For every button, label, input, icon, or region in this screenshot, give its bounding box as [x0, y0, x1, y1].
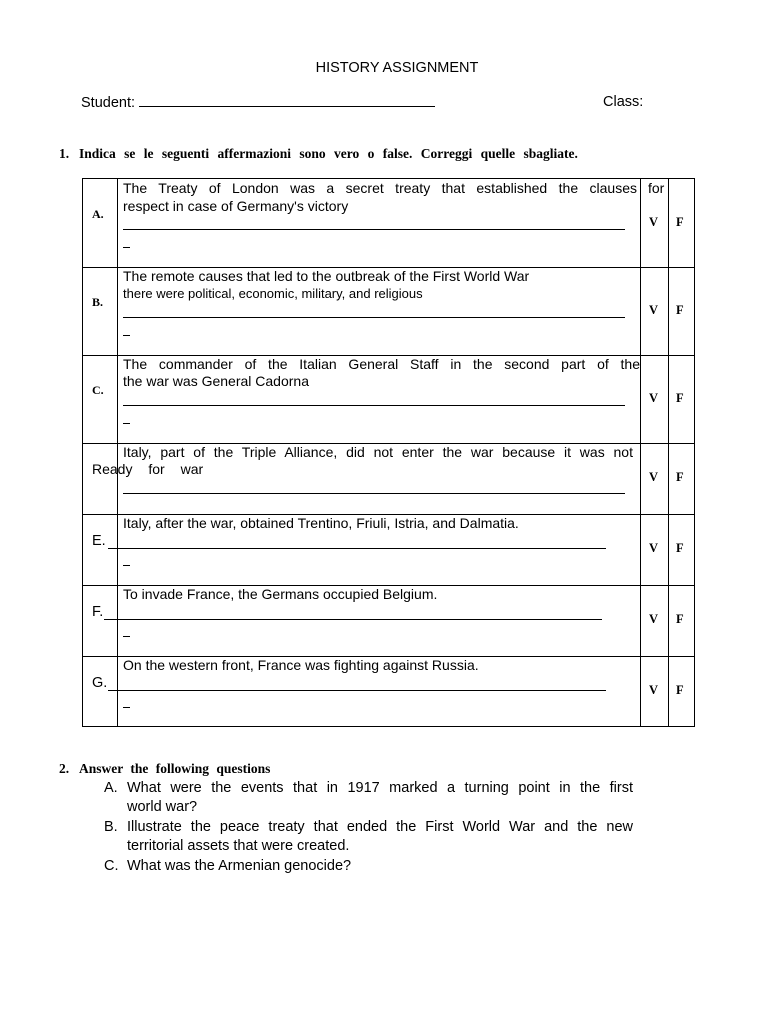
answer-dash [123, 247, 130, 248]
statement-line: the war was General Cadorna [123, 373, 309, 389]
statement-line: The Treaty of London was a secret treaty that established the clauses [123, 180, 637, 196]
page-title: HISTORY ASSIGNMENT [315, 60, 479, 76]
question-text: world war? [127, 799, 198, 815]
answer-dash [123, 565, 130, 566]
statement-line: The remote causes that led to the outbreak of the First World War [123, 268, 530, 284]
statement-line: Italy, part of the Triple Alliance, did not enter the war because it was not [123, 444, 633, 460]
question-text: What was the Armenian genocide? [127, 858, 352, 874]
statement-line: On the western front, France was fighting against Russia. [123, 657, 479, 673]
true-option[interactable]: V [649, 470, 659, 484]
question-text: What were the events that in 1917 marked a turning point in the first [127, 780, 633, 796]
question-letter: A. [104, 780, 118, 796]
false-option[interactable]: F [676, 470, 684, 484]
true-option[interactable]: V [649, 215, 659, 229]
table-divider [117, 179, 118, 726]
answer-line[interactable] [104, 619, 602, 620]
question-text: Illustrate the peace treaty that ended the First World War and the new [127, 819, 633, 835]
true-option[interactable]: V [649, 541, 659, 555]
false-option[interactable]: F [676, 303, 684, 317]
false-option[interactable]: F [676, 215, 684, 229]
student-blank-line[interactable] [139, 94, 435, 107]
exercise2-instruction: Answer the following questions [79, 761, 271, 776]
row-letter: G. [92, 675, 108, 691]
row-letter: F. [92, 604, 104, 620]
false-option[interactable]: F [676, 391, 684, 405]
question-letter: B. [104, 819, 118, 835]
answer-line[interactable] [123, 405, 625, 406]
student-label: Student: [81, 95, 136, 111]
exercise2-number: 2. [59, 761, 70, 776]
false-option[interactable]: F [676, 612, 684, 626]
answer-line[interactable] [123, 317, 625, 318]
true-option[interactable]: V [649, 391, 659, 405]
false-option[interactable]: F [676, 541, 684, 555]
table-divider [640, 179, 641, 726]
answer-dash [123, 636, 130, 637]
statement-line: Ready for war [92, 461, 204, 477]
exercise1-heading [59, 146, 578, 162]
true-false-table [82, 178, 695, 727]
answer-line[interactable] [123, 493, 625, 494]
answer-line[interactable] [108, 548, 606, 549]
statement-line: there were political, economic, military, and religious [123, 286, 423, 301]
question-text: territorial assets that were created. [127, 838, 350, 854]
true-option[interactable]: V [649, 612, 659, 626]
answer-dash [123, 423, 130, 424]
answer-line[interactable] [123, 229, 625, 230]
statement-line: respect in case of Germany's victory [123, 198, 349, 214]
class-label: Class: [603, 94, 644, 110]
true-option[interactable]: V [649, 683, 659, 697]
statement-line: To invade France, the Germans occupied Belgium. [123, 586, 438, 602]
row-letter: B. [92, 295, 104, 309]
answer-dash [123, 707, 130, 708]
row-letter: A. [92, 207, 104, 221]
student-field [81, 94, 435, 111]
false-option[interactable]: F [676, 683, 684, 697]
statement-line: The commander of the Italian General Staff in the second part of the [123, 356, 640, 372]
row-letter: E. [92, 533, 106, 549]
exercise1-number: 1. [59, 146, 70, 161]
exercise2-heading [59, 761, 270, 777]
table-divider [668, 179, 669, 726]
true-option[interactable]: V [649, 303, 659, 317]
answer-dash [123, 335, 130, 336]
statement-line: Italy, after the war, obtained Trentino, Friuli, Istria, and Dalmatia. [123, 515, 519, 531]
statement-tail: for [648, 180, 665, 196]
answer-line[interactable] [108, 690, 606, 691]
exercise1-instruction: Indica se le seguenti affermazioni sono vero o false. Correggi quelle sbagliate. [79, 146, 578, 161]
row-letter: C. [92, 383, 104, 397]
question-letter: C. [104, 858, 119, 874]
